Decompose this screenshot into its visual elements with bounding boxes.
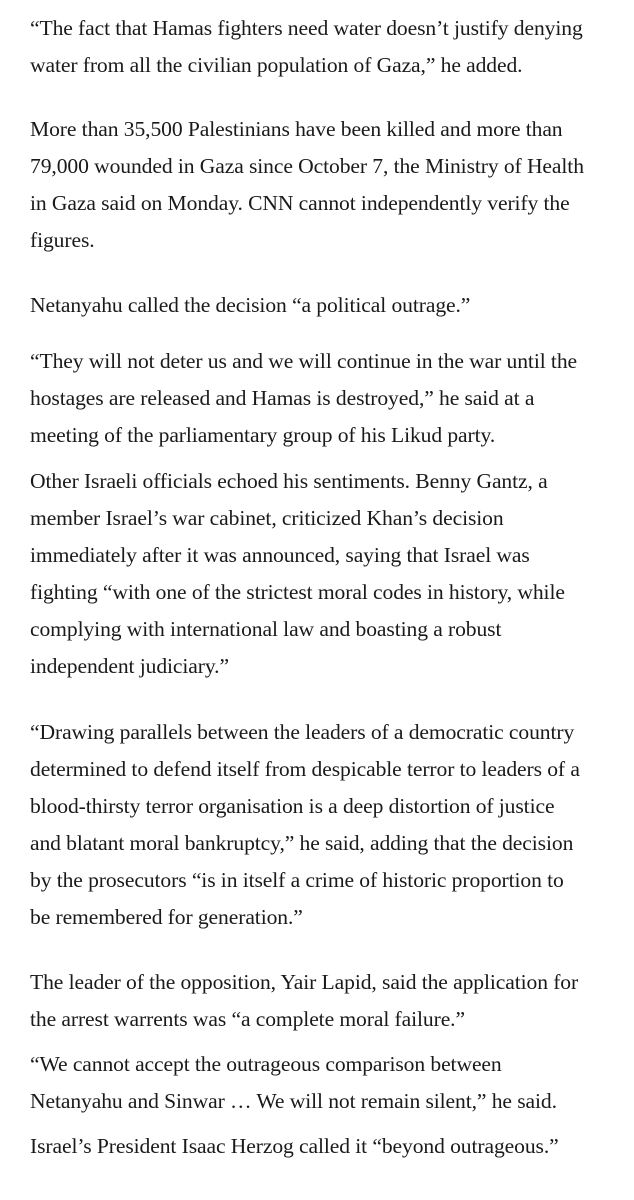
text-line: 79,000 wounded in Gaza since October 7, the Ministry of Health — [30, 154, 584, 178]
text-line: “The fact that Hamas fighters need water doesn’t justify denying — [30, 16, 583, 40]
article-paragraph — [30, 287, 470, 324]
text-line: be remembered for generation.” — [30, 905, 303, 929]
article-paragraph — [30, 463, 565, 685]
text-line: figures. — [30, 228, 95, 252]
text-line: The leader of the opposition, Yair Lapid, said the application for — [30, 970, 579, 994]
text-line: meeting of the parliamentary group of his Likud party. — [30, 423, 496, 447]
article-paragraph — [30, 10, 583, 84]
text-line: blood-thirsty terror organisation is a deep distortion of justice — [30, 794, 555, 818]
article-paragraph — [30, 111, 584, 259]
text-line: “Drawing parallels between the leaders of a democratic country — [30, 720, 575, 744]
article-paragraph — [30, 714, 580, 936]
text-line: Netanyahu and Sinwar … We will not remain silent,” he said. — [30, 1089, 557, 1113]
article-paragraph — [30, 343, 577, 454]
text-line: complying with international law and boasting a robust — [30, 617, 502, 641]
text-line: fighting “with one of the strictest moral codes in history, while — [30, 580, 565, 604]
text-line: member Israel’s war cabinet, criticized Khan’s decision — [30, 506, 504, 530]
text-line: and blatant moral bankruptcy,” he said, adding that the decision — [30, 831, 574, 855]
text-line: water from all the civilian population of Gaza,” he added. — [30, 53, 523, 77]
text-line: “They will not deter us and we will continue in the war until the — [30, 349, 577, 373]
text-line: More than 35,500 Palestinians have been killed and more than — [30, 117, 563, 141]
text-line: immediately after it was announced, saying that Israel was — [30, 543, 530, 567]
text-line: Netanyahu called the decision “a political outrage.” — [30, 293, 471, 317]
text-line: by the prosecutors “is in itself a crime of historic proportion to — [30, 868, 564, 892]
article-paragraph — [30, 1046, 557, 1120]
text-line: hostages are released and Hamas is destroyed,” he said at a — [30, 386, 535, 410]
article-paragraph — [30, 1128, 559, 1165]
text-line: independent judiciary.” — [30, 654, 229, 678]
text-line: “We cannot accept the outrageous comparison between — [30, 1052, 502, 1076]
text-line: Israel’s President Isaac Herzog called it “beyond outrageous.” — [30, 1134, 559, 1158]
text-line: in Gaza said on Monday. CNN cannot independently verify the — [30, 191, 570, 215]
text-line: determined to defend itself from despicable terror to leaders of a — [30, 757, 580, 781]
article-paragraph — [30, 964, 578, 1038]
text-line: the arrest warrents was “a complete moral failure.” — [30, 1007, 465, 1031]
text-line: Other Israeli officials echoed his sentiments. Benny Gantz, a — [30, 469, 548, 493]
